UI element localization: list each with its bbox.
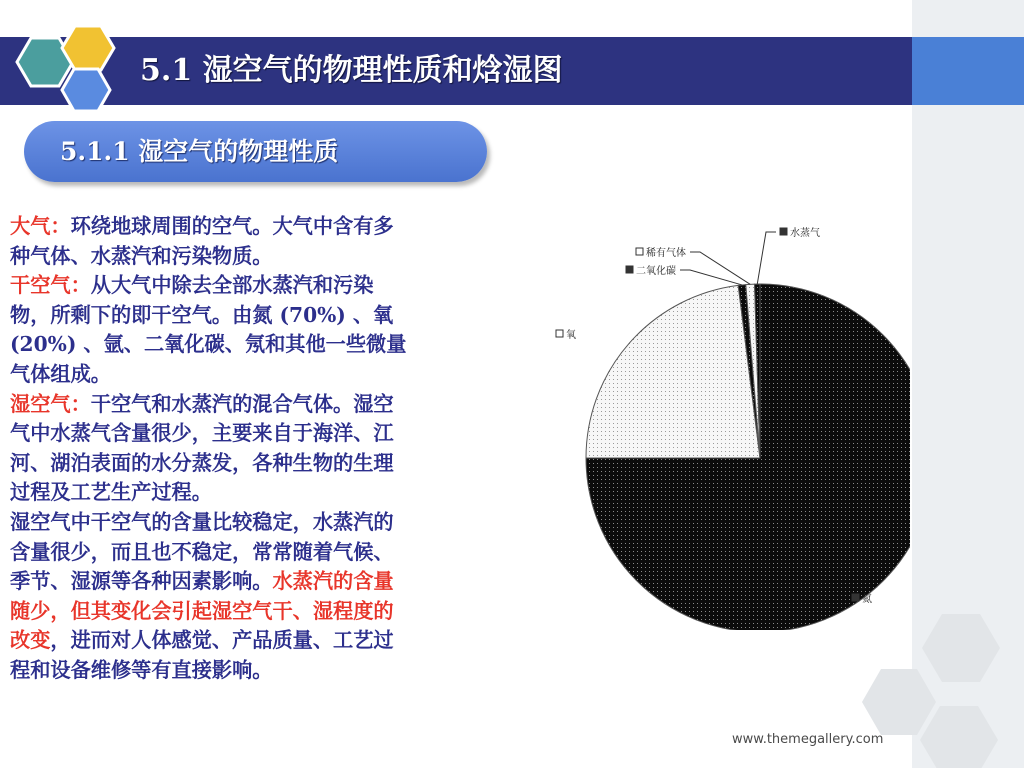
text-line (10, 360, 510, 390)
highlight-text: 大气： (10, 214, 71, 238)
body-text-run: 物，所剩下的即干空气。由氮 (70%) 、氧 (10, 302, 394, 327)
text-line (10, 567, 510, 597)
body-text-run: 种气体、水蒸汽和污染物质。 (10, 243, 273, 268)
text-line (10, 212, 510, 242)
body-text-run: ，进而对人体感觉、产品质量、工艺过 (50, 628, 394, 653)
body-text (10, 212, 510, 686)
text-line (10, 301, 510, 331)
text-line (10, 449, 510, 479)
pie-label-marker (636, 248, 643, 255)
page-title: 5.1 湿空气的物理性质和焓湿图 (140, 53, 563, 88)
pie-label: 二氧化碳 (636, 266, 676, 277)
hexagon-logo (10, 20, 120, 120)
pie-label: 氮 (862, 594, 872, 605)
text-line (10, 419, 510, 449)
body-text-run: 程和设备维修等有直接影响。 (10, 657, 273, 682)
pie-leader-line (680, 270, 742, 285)
text-line (10, 597, 510, 627)
pie-label: 水蒸气 (790, 228, 820, 239)
body-text-run: 过程及工艺生产过程。 (10, 480, 212, 505)
body-text-run: 气体组成。 (10, 361, 111, 386)
text-line (10, 538, 510, 568)
body-text-run: 环绕地球周围的空气。大气中含有多 (70, 214, 394, 238)
body-text-run: 湿空气中干空气的含量比较稳定，水蒸汽的 (10, 509, 394, 534)
body-text-run: 从大气中除去全部水蒸汽和污染 (90, 273, 374, 298)
header-band-accent (912, 37, 1024, 105)
pie-leader-line (757, 232, 776, 284)
highlight-text: 随少，但其变化会引起湿空气干、湿程度的 (10, 598, 394, 623)
text-line (10, 330, 510, 360)
highlight-text: 改变 (10, 628, 51, 653)
deco-hexagon-bottom (920, 706, 998, 768)
highlight-text: 干空气： (10, 273, 91, 298)
text-line (10, 656, 510, 686)
footer-url: www.themegallery.com (732, 732, 884, 747)
deco-hexagon-left (862, 669, 936, 735)
pie-label-marker (626, 266, 633, 273)
body-text-run: (20%) 、氩、二氧化碳、氖和其他一些微量 (10, 332, 407, 357)
pie-label-marker (780, 228, 787, 235)
pie-slice (586, 285, 760, 458)
pie-label: 氧 (566, 330, 576, 341)
highlight-text: 湿空气： (10, 391, 91, 416)
body-text-run: 含量很少，而且也不稳定，常常随着气候、 (10, 539, 394, 564)
text-line (10, 271, 510, 301)
pie-label-marker (556, 330, 563, 337)
pie-label: 稀有气体 (646, 248, 686, 259)
text-line (10, 478, 510, 508)
body-text-run: 干空气和水蒸汽的混合气体。湿空 (90, 391, 394, 416)
body-text-run: 河、湖泊表面的水分蒸发，各种生物的生理 (10, 450, 394, 475)
pie-chart-svg (540, 210, 910, 630)
text-line (10, 390, 510, 420)
text-line (10, 626, 510, 656)
highlight-text: 水蒸汽的含量 (272, 569, 394, 594)
deco-hexagon-top (922, 614, 1000, 682)
section-subtitle: 5.1.1 湿空气的物理性质 (60, 137, 339, 166)
text-line (10, 242, 510, 272)
hexagon-blue (62, 69, 110, 111)
body-text-run: 气中水蒸气含量很少，主要来自于海洋、江 (10, 421, 394, 446)
pie-chart (540, 210, 910, 630)
pie-label-marker (852, 594, 859, 601)
text-line (10, 508, 510, 538)
body-text-run: 季节、湿源等各种因素影响。 (10, 569, 273, 594)
pie-leader-line (690, 252, 750, 284)
hexagon-yellow (62, 26, 114, 70)
